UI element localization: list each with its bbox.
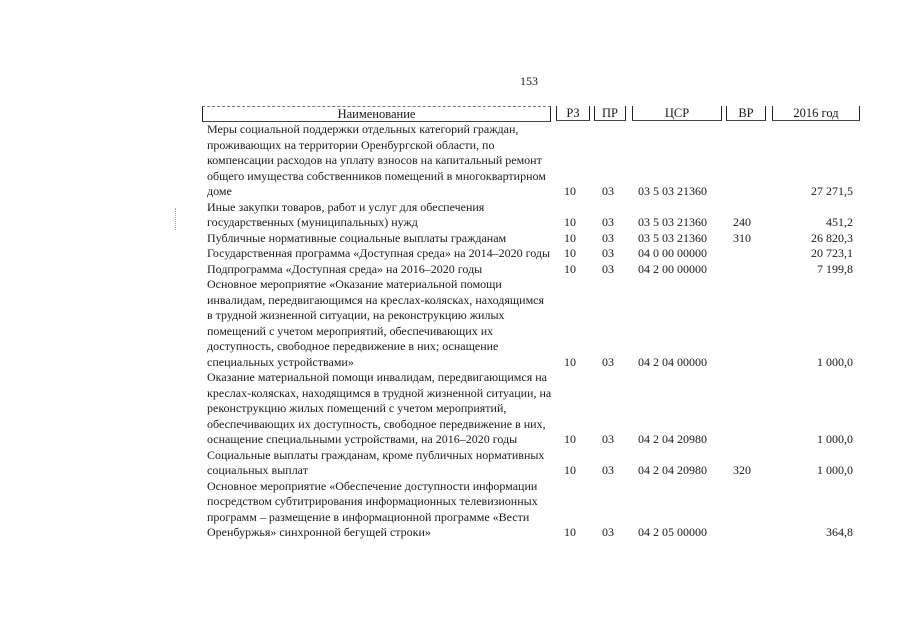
row-pr: 03 bbox=[602, 463, 614, 477]
row-name: Государственная программа «Доступная среда» на 2014–2020 годы bbox=[207, 246, 551, 260]
row-name: Публичные нормативные социальные выплаты гражданам bbox=[207, 230, 507, 245]
table-row bbox=[202, 262, 859, 278]
budget-table bbox=[202, 104, 859, 541]
row-name: Оказание материальной помощи инвалидам, передвигающимся на креслах-колясках, находящимся в трудной жизненной ситуации, на реконструкцию жилых помещений с учетом мероприятий, обеспечивающих их доступность, свободное передвижение в них, оснащение специальными устройствами, на 2016–2020 годы bbox=[207, 370, 552, 446]
table-header bbox=[202, 104, 859, 122]
row-sum: 20 723,1 bbox=[811, 246, 853, 260]
row-name: Меры социальной поддержки отдельных категорий граждан, проживающих на территории Оренбургской области, по компенсации расходов на уплату взносов на капитальный ремонт общего имущества собственников помещений в многоквартирном доме bbox=[207, 122, 546, 198]
row-pr: 03 bbox=[602, 354, 614, 369]
row-csr: 04 2 04 20980 bbox=[638, 432, 707, 446]
column-header-csr: ЦСР bbox=[632, 106, 722, 121]
column-header-vr: ВР bbox=[726, 106, 766, 121]
row-pr: 03 bbox=[602, 246, 614, 260]
column-header-pr: ПР bbox=[594, 106, 626, 121]
table-row bbox=[202, 479, 859, 541]
row-csr: 03 5 03 21360 bbox=[638, 184, 707, 198]
row-name: Иные закупки товаров, работ и услуг для обеспечения государственных (муниципальных) нужд bbox=[207, 199, 485, 229]
row-pr: 03 bbox=[602, 215, 614, 229]
row-vr: 320 bbox=[733, 463, 751, 477]
row-vr: 240 bbox=[733, 215, 751, 229]
row-csr: 04 0 00 00000 bbox=[638, 246, 707, 260]
row-sum: 1 000,0 bbox=[817, 463, 853, 477]
row-pr: 03 bbox=[602, 432, 614, 446]
column-header-name: Наименование bbox=[202, 106, 551, 122]
row-csr: 04 2 04 20980 bbox=[638, 463, 707, 477]
row-name: Основное мероприятие «Оказание материальной помощи инвалидам, передвигающимся на креслах-колясках, находящимся в трудной жизненной ситуации, на реконструкцию жилых помещений с учетом мероприятий, обеспечивающих их доступность, свободное передвижение в них; оснащение специальных устройствами» bbox=[207, 277, 545, 369]
row-csr: 03 5 03 21360 bbox=[638, 230, 707, 245]
row-vr: 310 bbox=[733, 230, 751, 245]
row-rz: 10 bbox=[564, 215, 576, 229]
row-rz: 10 bbox=[564, 230, 576, 245]
row-rz: 10 bbox=[564, 184, 576, 198]
row-rz: 10 bbox=[564, 432, 576, 446]
table-row bbox=[202, 200, 859, 231]
row-csr: 04 2 05 00000 bbox=[638, 525, 707, 539]
row-sum: 7 199,8 bbox=[817, 261, 853, 276]
column-header-rz: РЗ bbox=[556, 106, 590, 121]
row-pr: 03 bbox=[602, 261, 614, 276]
row-rz: 10 bbox=[564, 354, 576, 369]
table-row bbox=[202, 231, 859, 247]
row-sum: 27 271,5 bbox=[811, 184, 853, 198]
row-sum: 1 000,0 bbox=[817, 354, 853, 369]
column-header-year: 2016 год bbox=[772, 106, 860, 121]
row-name: Основное мероприятие «Обеспечение доступности информации посредством субтитрирования информационных телевизионных программ – размещение в информационной программе «Вести Оренбуржья» синхронной бегущей строки» bbox=[207, 478, 538, 539]
row-pr: 03 bbox=[602, 230, 614, 245]
table-row bbox=[202, 246, 859, 262]
table-row bbox=[202, 448, 859, 479]
page-number: 153 bbox=[520, 74, 538, 88]
table-body bbox=[202, 122, 859, 541]
table-row bbox=[202, 122, 859, 200]
row-rz: 10 bbox=[564, 463, 576, 477]
row-name: Подпрограмма «Доступная среда» на 2016–2020 годы bbox=[207, 261, 483, 276]
row-sum: 26 820,3 bbox=[811, 230, 853, 245]
row-csr: 04 2 00 00000 bbox=[638, 261, 707, 276]
row-sum: 364,8 bbox=[826, 525, 853, 539]
scan-artifact bbox=[175, 208, 190, 230]
row-rz: 10 bbox=[564, 525, 576, 539]
row-sum: 451,2 bbox=[826, 215, 853, 229]
table-row bbox=[202, 277, 859, 370]
row-sum: 1 000,0 bbox=[817, 432, 853, 446]
row-pr: 03 bbox=[602, 184, 614, 198]
row-name: Социальные выплаты гражданам, кроме публичных нормативных социальных выплат bbox=[207, 447, 545, 477]
table-row bbox=[202, 370, 859, 448]
row-rz: 10 bbox=[564, 261, 576, 276]
row-csr: 04 2 04 00000 bbox=[638, 354, 707, 369]
row-pr: 03 bbox=[602, 525, 614, 539]
row-csr: 03 5 03 21360 bbox=[638, 215, 707, 229]
row-rz: 10 bbox=[564, 246, 576, 260]
